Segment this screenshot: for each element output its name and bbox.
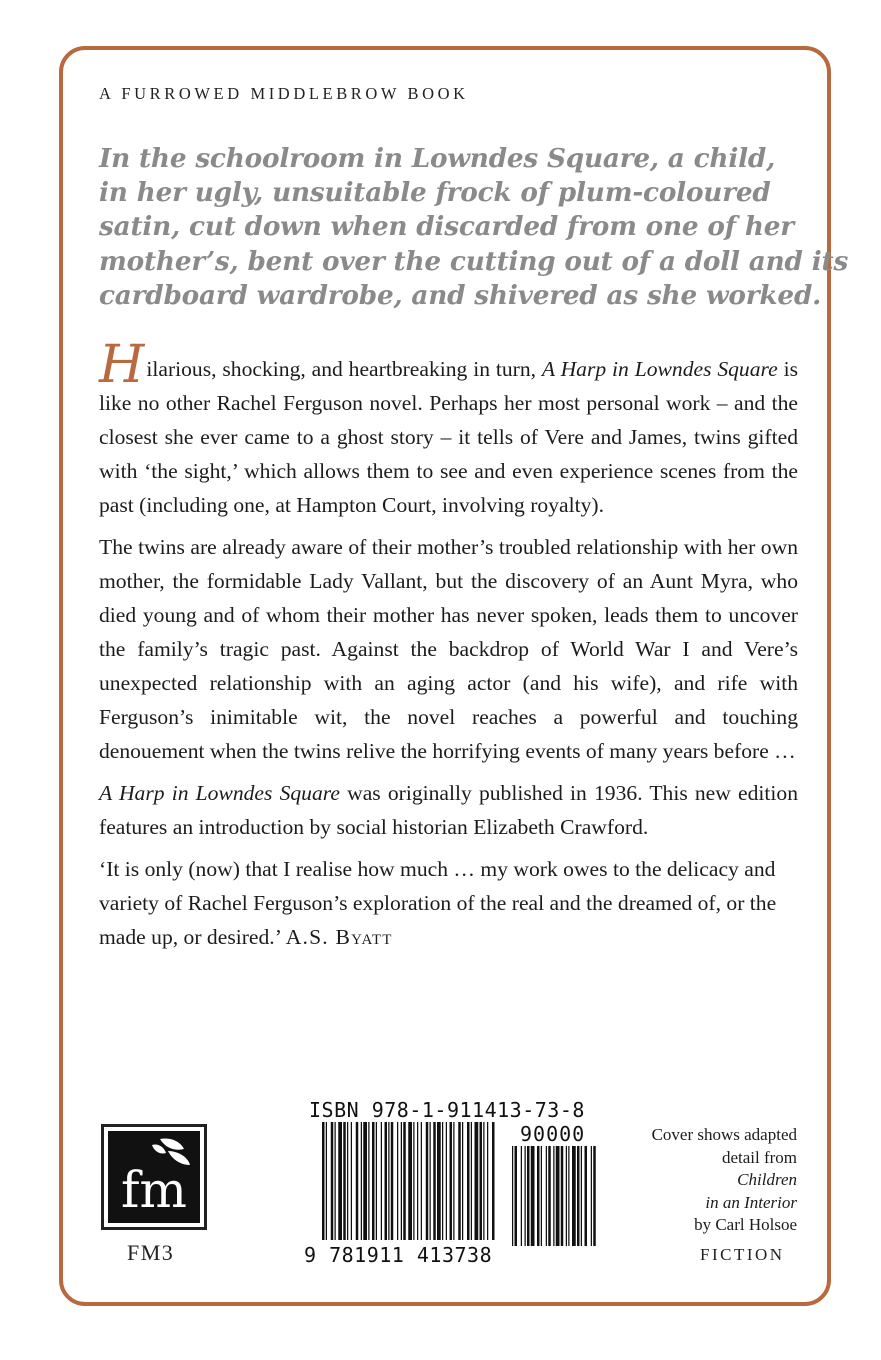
barcode-bar	[585, 1146, 588, 1246]
barcode-bar	[413, 1122, 414, 1240]
barcode-bar	[343, 1122, 346, 1240]
barcode-bar	[322, 1122, 325, 1240]
artwork-title: in an Interior	[705, 1192, 797, 1212]
pull-quote-line: in her ugly, unsuitable frock of plum-coloured	[99, 177, 771, 209]
barcode-bar	[515, 1146, 518, 1246]
barcode-bar	[368, 1122, 369, 1240]
barcode-digits: 9 781911 413738	[304, 1243, 493, 1267]
barcode-bar	[458, 1122, 461, 1240]
barcode-bar	[525, 1146, 526, 1246]
series-code: FM3	[127, 1240, 175, 1265]
barcode-bar	[446, 1122, 447, 1240]
barcode-bar	[483, 1122, 484, 1240]
barcode-bar	[347, 1122, 348, 1240]
barcode-bar	[335, 1122, 336, 1240]
pull-quote-line: satin, cut down when discarded from one of her	[99, 211, 794, 243]
review-quote	[99, 852, 798, 954]
barcode-bar	[568, 1146, 569, 1246]
quote-attribution: A.S. Byatt	[285, 925, 393, 949]
publisher-logo	[101, 1124, 207, 1230]
barcode-bar	[541, 1146, 542, 1246]
barcode-bar	[385, 1122, 388, 1240]
barcode-bar	[556, 1146, 560, 1246]
barcode-bar	[561, 1146, 564, 1246]
barcode-bar	[361, 1122, 362, 1240]
barcode-bar	[527, 1146, 530, 1246]
barcode-bar	[391, 1122, 394, 1240]
barcode-bar	[453, 1122, 454, 1240]
barcode-bar	[572, 1146, 576, 1246]
barcode-bar	[381, 1122, 382, 1240]
barcode-bar	[546, 1146, 547, 1246]
credit-line: by Carl Holsoe	[694, 1215, 797, 1234]
blurb-paragraph-2: The twins are already aware of their mother’s troubled relationship with her own mother, the formidable Lady Vallant, but the discovery of an Aunt Myra, who died young and of whom their mother has never spoken, leads them to uncover the family’s tragic past. Against the backdrop of World War I and Vere’s unexpected relationship with an aging actor (and his wife), and rife with Ferguson’s inimitable wit, the novel reaches a powerful and touching denouement when the twins relive the horrifying events of many years before …	[99, 535, 798, 763]
barcode-bar	[593, 1146, 596, 1246]
pull-quote	[99, 142, 849, 313]
barcode-bar	[437, 1122, 441, 1240]
cover-credit	[608, 1124, 797, 1237]
barcode-bar	[591, 1146, 592, 1246]
barcode-bar	[475, 1122, 479, 1240]
isbn-text: ISBN 978-1-911413-73-8	[309, 1098, 585, 1122]
barcode-bar	[417, 1122, 418, 1240]
barcode-bar	[537, 1146, 540, 1246]
barcode-bar	[403, 1122, 406, 1240]
barcode-bar	[467, 1122, 470, 1240]
genre-label: FICTION	[700, 1245, 785, 1264]
barcode-bar	[338, 1122, 342, 1240]
barcode-bar	[408, 1122, 412, 1240]
barcode-bar	[450, 1122, 453, 1240]
barcode-bar	[487, 1122, 488, 1240]
pull-quote-line: mother’s, bent over the cutting out of a doll and its	[99, 245, 849, 277]
barcode-bar	[388, 1122, 389, 1240]
book-title: A Harp in Lowndes Square	[99, 781, 340, 805]
barcode-bar	[471, 1122, 472, 1240]
barcode-bar	[351, 1122, 352, 1240]
pull-quote-line: cardboard wardrobe, and shivered as she worked.	[99, 279, 822, 311]
barcode-bar	[433, 1122, 436, 1240]
barcode-bar	[548, 1146, 551, 1246]
credit-line: Cover shows adapted	[651, 1125, 797, 1144]
drop-cap: H	[99, 335, 145, 395]
blurb-body	[99, 335, 798, 962]
barcode-bar	[363, 1122, 367, 1240]
barcode-bar	[492, 1122, 495, 1240]
credit-line: detail from Children	[721, 1147, 797, 1189]
barcode-bar	[372, 1122, 375, 1240]
barcode-bar	[521, 1146, 522, 1246]
price-code: 90000	[520, 1122, 586, 1146]
barcode-bar	[462, 1122, 463, 1240]
blurb-paragraph-1	[99, 335, 798, 522]
series-heading: A FURROWED MIDDLEBROW BOOK	[99, 84, 469, 103]
barcode-bar	[566, 1146, 567, 1246]
logo-monogram: fm	[121, 1161, 187, 1219]
barcode-bar	[553, 1146, 554, 1246]
barcode-bar	[331, 1122, 334, 1240]
barcode-bar	[326, 1122, 327, 1240]
barcode-bar	[401, 1122, 402, 1240]
barcode-bar	[430, 1122, 431, 1240]
barcode-bar	[397, 1122, 398, 1240]
barcode-bar	[512, 1146, 513, 1246]
blurb-paragraph-3	[99, 776, 798, 844]
paragraph-text: was originally published in 1936. This new edition features an introduction by social historian Elizabeth Crawford.	[99, 781, 798, 839]
paragraph-text: ilarious, shocking, and heartbreaking in turn,	[146, 357, 542, 381]
barcode-bar	[356, 1122, 359, 1240]
barcode-bar	[581, 1146, 582, 1246]
barcode-bar	[376, 1122, 377, 1240]
barcode-bar	[421, 1122, 422, 1240]
barcode-bar	[577, 1146, 580, 1246]
barcode-bar	[442, 1122, 443, 1240]
quote-text: ‘It is only (now) that I realise how much … my work owes to the delicacy and variety of Rachel Ferguson’s exploration of the real and the dreamed of, or the made up, or desired.’	[99, 857, 777, 949]
paragraph-text: is like no other Rachel Ferguson novel. Perhaps her most personal work – and the closest she ever came to a ghost story – it tells of Vere and James, twins gifted with ‘the sight,’ which allows them to see and even experience scenes from the past (including one, at Hampton Court, involving royalty).	[99, 357, 798, 517]
leaf-icon	[108, 1131, 200, 1223]
book-title: A Harp in Lowndes Square	[541, 357, 778, 381]
barcode-bar	[531, 1146, 535, 1246]
pull-quote-line: In the schoolroom in Lowndes Square, a child,	[99, 143, 776, 174]
barcode-bar	[480, 1122, 483, 1240]
barcode-bar	[426, 1122, 429, 1240]
